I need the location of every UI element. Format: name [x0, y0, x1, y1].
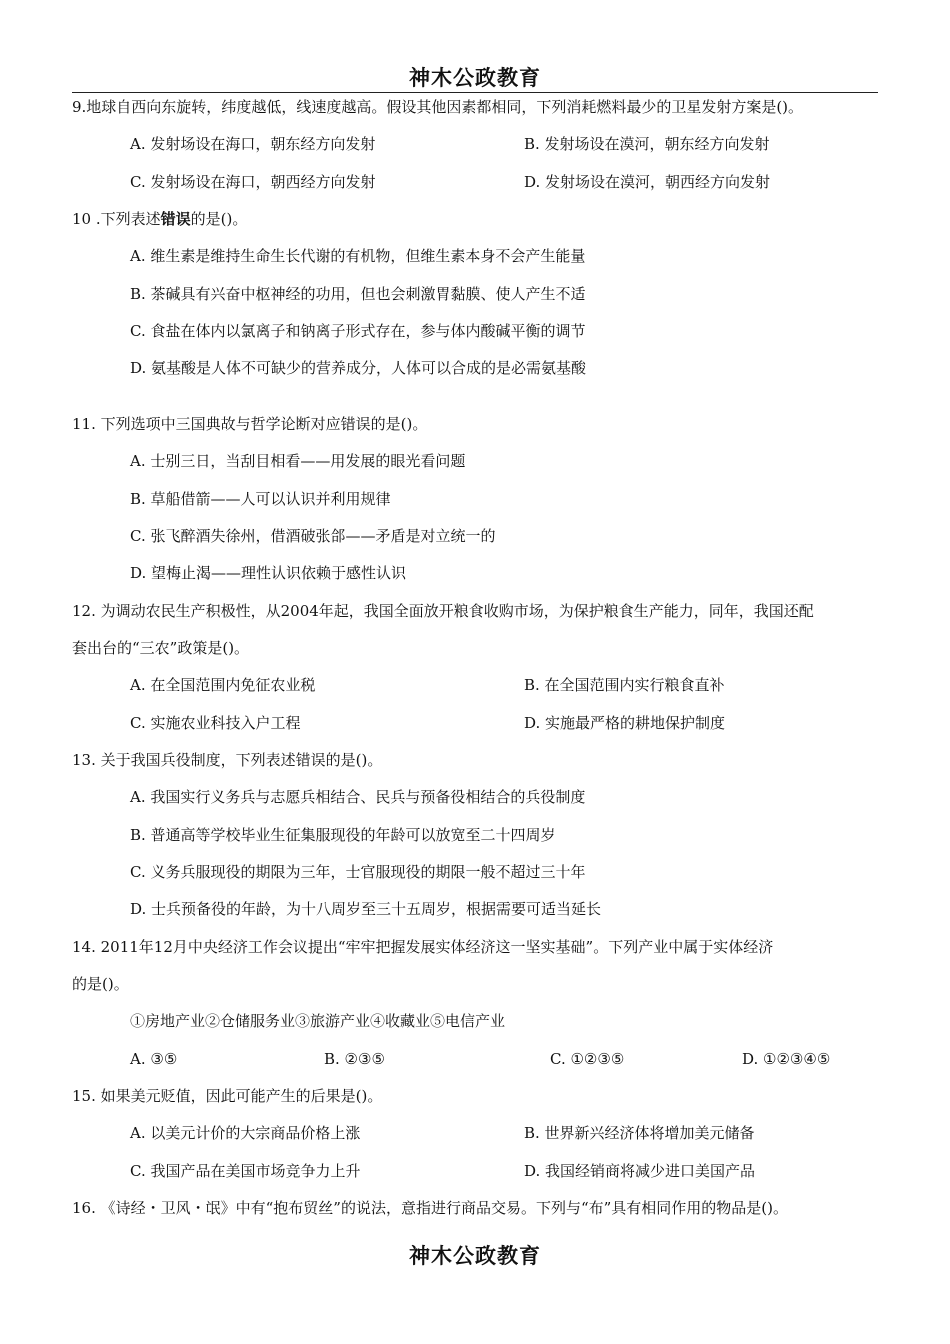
question-9-option-d: D. 发射场设在漠河，朝西经方向发射 [524, 173, 771, 191]
question-15-stem: 15. 如果美元贬值，因此可能产生的后果是()。 [72, 1087, 383, 1105]
question-9-option-b: B. 发射场设在漠河，朝东经方向发射 [524, 135, 770, 153]
question-10-stem-suffix: 的是()。 [190, 210, 248, 228]
page-footer-title: 神木公政教育 [409, 1244, 541, 1268]
question-12-option-a: A. 在全国范围内免征农业税 [130, 676, 316, 694]
question-14-stem-line-2: 的是()。 [72, 975, 129, 993]
question-9-option-c: C. 发射场设在海口，朝西经方向发射 [130, 173, 376, 191]
question-14-option-d: D. ①②③④⑤ [742, 1050, 831, 1068]
header-divider [72, 92, 878, 93]
question-15-option-a: A. 以美元计价的大宗商品价格上涨 [130, 1124, 361, 1142]
question-15-option-b: B. 世界新兴经济体将增加美元储备 [524, 1124, 755, 1142]
question-15-option-c: C. 我国产品在美国市场竞争力上升 [130, 1162, 361, 1180]
page-header-title: 神木公政教育 [409, 66, 541, 90]
question-16-stem: 16. 《诗经・卫风・氓》中有“抱布贸丝”的说法，意指进行商品交易。下列与“布”具有相同作用的物品是()。 [72, 1199, 789, 1217]
question-10-stem-emphasis: 错误 [160, 210, 191, 228]
question-13-option-b: B. 普通高等学校毕业生征集服现役的年龄可以放宽至二十四周岁 [130, 826, 556, 844]
question-12-option-d: D. 实施最严格的耕地保护制度 [524, 714, 726, 732]
question-14-option-a: A. ③⑤ [130, 1050, 178, 1068]
question-11-option-b: B. 草船借箭——人可以认识并利用规律 [130, 490, 391, 508]
question-13-option-d: D. 士兵预备役的年龄，为十八周岁至三十五周岁，根据需要可适当延长 [130, 900, 602, 918]
question-10-stem-prefix: 10 .下列表述 [72, 210, 161, 228]
question-14-stem-line-1: 14. 2011年12月中央经济工作会议提出“牢牢把握发展实体经济这一坚实基础”。下列产业中属于实体经济 [72, 938, 774, 956]
question-14-items: ①房地产业②仓储服务业③旅游产业④收藏业⑤电信产业 [130, 1012, 506, 1030]
question-11-option-a: A. 士别三日，当刮目相看——用发展的眼光看问题 [130, 452, 466, 470]
question-10-option-c: C. 食盐在体内以氯离子和钠离子形式存在，参与体内酸碱平衡的调节 [130, 322, 586, 340]
question-14-option-c: C. ①②③⑤ [550, 1050, 625, 1068]
question-12-option-b: B. 在全国范围内实行粮食直补 [524, 676, 725, 694]
question-10-stem [72, 209, 247, 229]
question-11-option-d: D. 望梅止渴——理性认识依赖于感性认识 [130, 564, 407, 582]
question-10-option-a: A. 维生素是维持生命生长代谢的有机物，但维生素本身不会产生能量 [130, 247, 586, 265]
question-12-stem-line-2: 套出台的“三农”政策是()。 [72, 639, 250, 657]
question-12-stem-line-1: 12. 为调动农民生产积极性，从2004年起，我国全面放开粮食收购市场，为保护粮食生产能力，同年，我国还配 [72, 602, 814, 620]
question-11-stem: 11. 下列选项中三国典故与哲学论断对应错误的是()。 [72, 415, 428, 433]
question-13-option-c: C. 义务兵服现役的期限为三年，士官服现役的期限一般不超过三十年 [130, 863, 586, 881]
question-12-option-c: C. 实施农业科技入户工程 [130, 714, 301, 732]
question-13-stem: 13. 关于我国兵役制度，下列表述错误的是()。 [72, 751, 383, 769]
question-11-option-c: C. 张飞醉酒失徐州，借酒破张郃——矛盾是对立统一的 [130, 527, 496, 545]
question-9-option-a: A. 发射场设在海口，朝东经方向发射 [130, 135, 376, 153]
question-10-option-d: D. 氨基酸是人体不可缺少的营养成分，人体可以合成的是必需氨基酸 [130, 359, 587, 377]
question-9-stem: 9.地球自西向东旋转，纬度越低，线速度越高。假设其他因素都相同，下列消耗燃料最少的卫星发射方案是()。 [72, 98, 804, 116]
question-14-option-b: B. ②③⑤ [324, 1050, 385, 1068]
question-15-option-d: D. 我国经销商将减少进口美国产品 [524, 1162, 756, 1180]
question-13-option-a: A. 我国实行义务兵与志愿兵相结合、民兵与预备役相结合的兵役制度 [130, 788, 586, 806]
question-10-option-b: B. 茶碱具有兴奋中枢神经的功用，但也会刺激胃黏膜、使人产生不适 [130, 285, 586, 303]
